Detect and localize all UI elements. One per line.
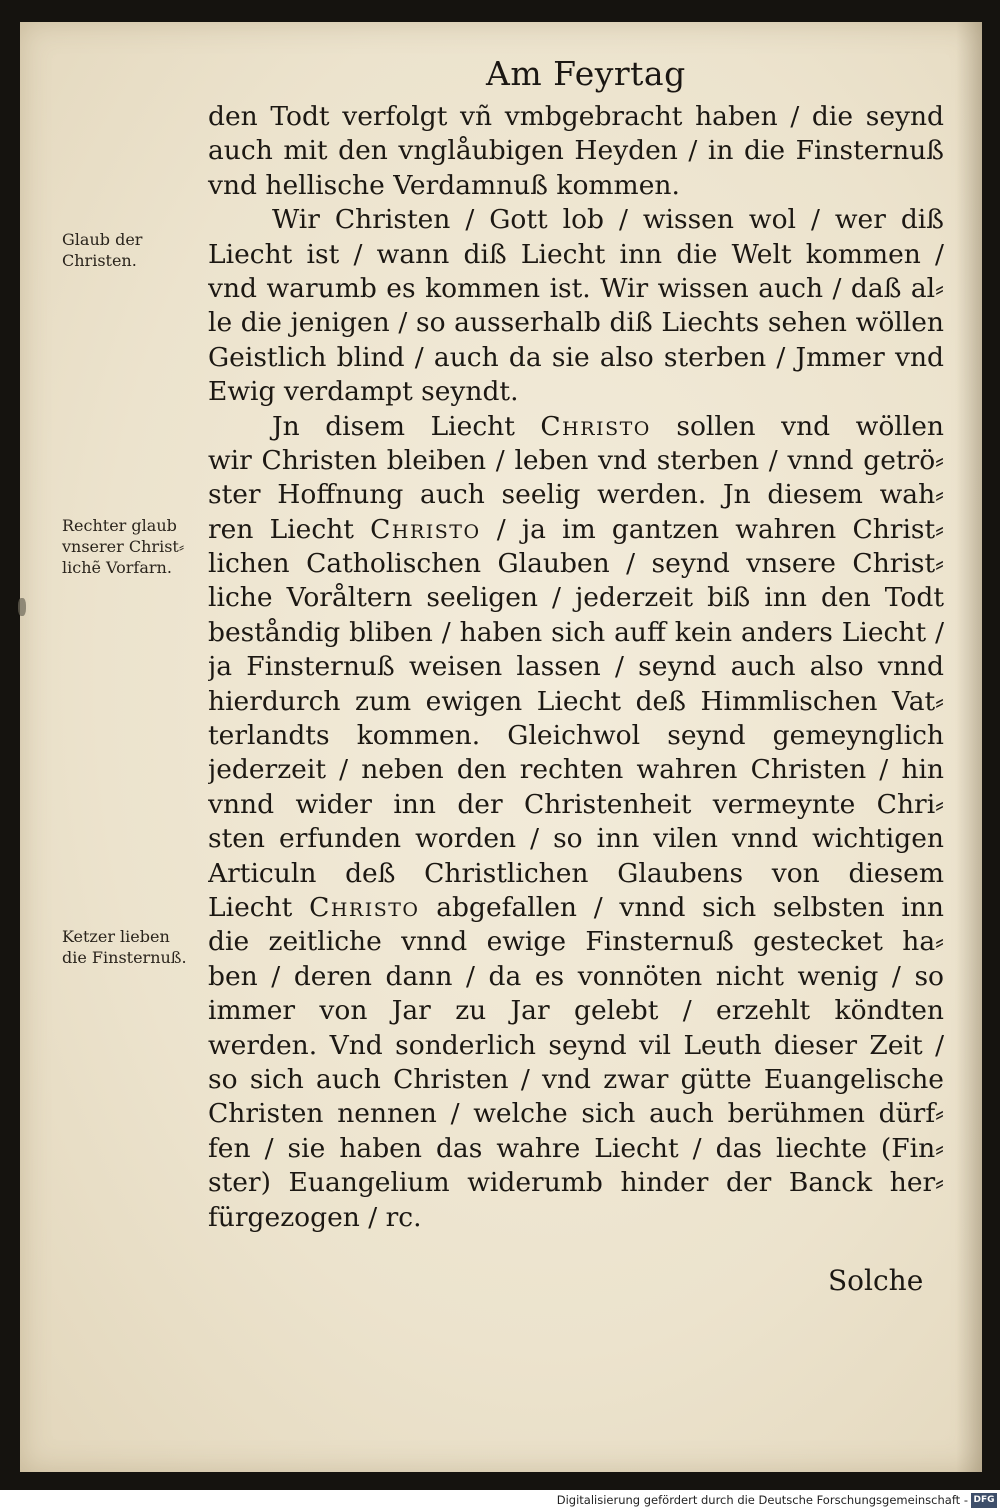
margin-note-line: Rechter glaub (62, 516, 177, 535)
text-line: fen / sie haben das wahre Liecht / das liechte (Fin⸗ (208, 1132, 944, 1164)
text-line: fürgezogen / rc. (208, 1201, 422, 1233)
running-head: Am Feyrtag (486, 54, 686, 93)
text-line: vnd hellische Verdamnuß kommen. (208, 169, 680, 201)
dfg-logo: DFG (971, 1493, 997, 1508)
text-line: vnnd wider inn der Christenheit vermeynte Chri⸗ (208, 788, 944, 820)
margin-note-line: vnserer Christ⸗ (62, 537, 185, 556)
catchword: Solche (828, 1264, 924, 1297)
margin-note-line: Christen. (62, 251, 137, 270)
text-line: Liecht ist / wann diß Liecht inn die Welt kommen / (208, 238, 944, 270)
text-line: ben / deren dann / da es vonnöten nicht wenig / so (208, 960, 944, 992)
margin-note-1 (62, 229, 212, 271)
ink-smudge (18, 598, 26, 616)
text-line: die zeitliche vnnd ewige Finsternuß gestecket ha⸗ (208, 926, 944, 958)
text-line: terlandts kommen. Gleichwol seynd gemeynglich (208, 720, 944, 752)
text-line: Jn disem Liecht Christo sollen vnd wöllen (272, 410, 944, 442)
text-line: wir Christen bleiben / leben vnd sterben / vnnd getrö⸗ (208, 444, 944, 476)
text-line: auch mit den vnglåubigen Heyden / in die Finsternuß (208, 135, 944, 167)
text-line: so sich auch Christen / vnd zwar gütte Euangelische (208, 1063, 944, 1095)
text-line: werden. Vnd sonderlich seynd vil Leuth dieser Zeit / (208, 1029, 944, 1061)
text-line: ster) Euangelium widerumb hinder der Banck her⸗ (208, 1167, 944, 1199)
text-line: Wir Christen / Gott lob / wissen wol / wer diß (272, 204, 944, 236)
text-line: Ewig verdampt seyndt. (208, 376, 519, 408)
margin-note-line: lichẽ Vorfarn. (62, 558, 172, 577)
text-line: ren Liecht Christo / ja im gantzen wahren Christ⸗ (208, 513, 944, 545)
text-line: ja Finsternuß weisen lassen / seynd auch also vnnd (208, 651, 944, 683)
text-line: lichen Catholischen Glauben / seynd vnsere Christ⸗ (208, 548, 944, 580)
small-caps-name: Christo (309, 891, 420, 923)
funding-credit: Digitalisierung gefördert durch die Deutsche Forschungsgemeinschaft - (556, 1493, 968, 1507)
text-line: hierdurch zum ewigen Liecht deß Himmlischen Vat⸗ (208, 685, 944, 717)
margin-note-line: Ketzer lieben (62, 927, 170, 946)
small-caps-name: Christo (370, 513, 481, 545)
spine-shadow (956, 22, 982, 1472)
margin-note-line: die Finsternuß. (62, 948, 187, 967)
text-line: Geistlich blind / auch da sie also sterben / Jmmer vnd (208, 341, 944, 373)
body-text (208, 100, 944, 1235)
margin-note-3 (62, 926, 212, 968)
text-line: le die jenigen / so ausserhalb diß Liechts sehen wöllen (208, 307, 944, 339)
text-line: Articuln deß Christlichen Glaubens von diesem (208, 857, 944, 889)
text-line: immer von Jar zu Jar gelebt / erzehlt köndten (208, 995, 944, 1027)
text-line: jederzeit / neben den rechten wahren Christen / hin (208, 754, 944, 786)
text-line: Liecht Christo abgefallen / vnnd sich selbsten inn (208, 891, 944, 923)
text-line: Christen nennen / welche sich auch berühmen dürf⸗ (208, 1098, 944, 1130)
text-line: beståndig bliben / haben sich auff kein anders Liecht / (208, 616, 944, 648)
text-line: sten erfunden worden / so inn vilen vnnd wichtigen (208, 823, 944, 855)
text-line: vnd warumb es kommen ist. Wir wissen auch / daß al⸗ (208, 272, 944, 304)
margin-note-line: Glaub der (62, 230, 143, 249)
text-line: ster Hoffnung auch seelig werden. Jn diesem wah⸗ (208, 479, 944, 511)
text-line: liche Voråltern seeligen / jederzeit biß inn den Todt (208, 582, 944, 614)
small-caps-name: Christo (540, 410, 651, 442)
text-line: den Todt verfolgt vñ vmbgebracht haben / die seynd (208, 101, 944, 132)
margin-note-2 (62, 515, 212, 578)
footer-bar (0, 1490, 1000, 1512)
